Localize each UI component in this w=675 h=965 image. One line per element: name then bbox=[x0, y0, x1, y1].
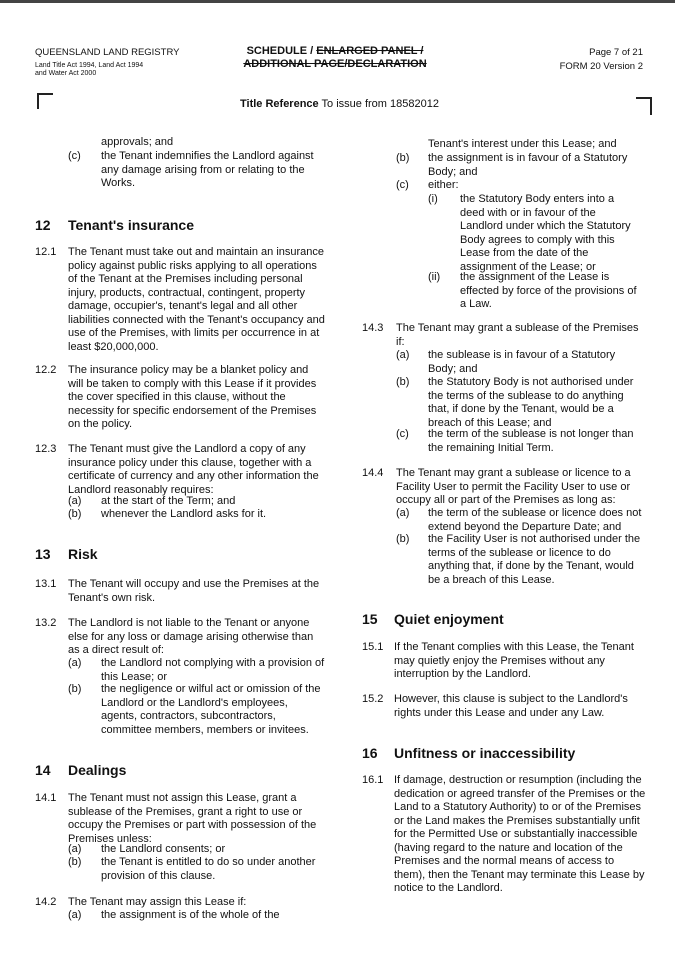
section-13-title: Risk bbox=[68, 546, 98, 562]
left-fragment: approvals; and bbox=[101, 136, 174, 148]
acts-line-2: and Water Act 2000 bbox=[35, 70, 97, 77]
corner-mark-right bbox=[636, 97, 652, 115]
clause-14-1-b-label: (b) bbox=[68, 856, 82, 868]
clause-13-2-a-label: (a) bbox=[68, 657, 82, 669]
right-ii-label: (ii) bbox=[428, 271, 441, 283]
clause-12-1-text: The Tenant must take out and maintain an insurance policy against public risks applying to all operations of the Tenant at the Premises including personal injury, products, contractual, contingent, property damage, occupier's, tenant's legal and all other liabilities connected with the Tenant's occupancy and use of the Premises, with limits per occurrence in at least $20,000,000. bbox=[68, 246, 325, 353]
clause-14-2-text: The Tenant may assign this Lease if: bbox=[68, 896, 247, 908]
clause-14-4-b: the Facility User is not authorised under the terms of the sublease or licence to do anything that, if done by the Tenant, would be a breach of this Lease. bbox=[428, 533, 641, 586]
clause-14-1-a-label: (a) bbox=[68, 843, 82, 855]
clause-12-3-b-label: (b) bbox=[68, 508, 82, 520]
section-15-number: 15 bbox=[362, 611, 378, 627]
top-border-line bbox=[0, 0, 675, 3]
section-16-title: Unfitness or inaccessibility bbox=[394, 745, 576, 761]
section-12-number: 12 bbox=[35, 217, 51, 233]
section-16-number: 16 bbox=[362, 745, 378, 761]
title-ref-value: To issue from 18582012 bbox=[321, 98, 439, 110]
page-number: Page 7 of 21 bbox=[589, 47, 643, 58]
clause-12-3-a-label: (a) bbox=[68, 495, 82, 507]
clause-14-2-a: the assignment is of the whole of the bbox=[101, 909, 280, 921]
clause-14-2-a-label: (a) bbox=[68, 909, 82, 921]
right-i-text: the Statutory Body enters into a deed with or in favour of the Landlord under which the Statutory Body agrees to comply with this Lease from the date of the assignment of the Lease; or bbox=[460, 193, 631, 273]
clause-13-2-b: the negligence or wilful act or omission of the Landlord or the Landlord's employees, agents, contractors, subcontractors, committee members, members or invitees. bbox=[101, 683, 321, 736]
clause-15-1-number: 15.1 bbox=[362, 641, 384, 653]
clause-15-1-text: If the Tenant complies with this Lease, the Tenant may quietly enjoy the Premises without any interruption by the Landlord. bbox=[394, 641, 634, 680]
section-14-number: 14 bbox=[35, 762, 51, 778]
clause-14-3-b-label: (b) bbox=[396, 376, 410, 388]
clause-14-3-b: the Statutory Body is not authorised under the terms of the sublease to do anything that, if done by the Tenant, would be a breach of this Lease; and bbox=[428, 376, 634, 429]
schedule-line-2: ADDITIONAL PAGE/DECLARATION bbox=[243, 58, 427, 70]
clause-14-1-text: The Tenant must not assign this Lease, grant a sublease of the Premises, grant a right to use or occupy the Premises or part with possession of the Premises unless: bbox=[68, 792, 317, 845]
clause-14-4-text: The Tenant may grant a sublease or licence to a Facility User to permit the Facility User to use or occupy all or part of the Premises as long as: bbox=[396, 467, 631, 506]
clause-12-1-number: 12.1 bbox=[35, 246, 57, 258]
section-12-title: Tenant's insurance bbox=[68, 217, 194, 233]
clause-14-2-number: 14.2 bbox=[35, 896, 57, 908]
schedule-struck: ENLARGED PANEL / bbox=[316, 45, 424, 57]
schedule-prefix: SCHEDULE / bbox=[246, 45, 317, 57]
section-14-title: Dealings bbox=[68, 762, 127, 778]
right-ii-text: the assignment of the Lease is effected by force of the provisions of a Law. bbox=[460, 271, 637, 310]
clause-12-2-number: 12.2 bbox=[35, 364, 57, 376]
title-ref-label: Title Reference bbox=[240, 98, 319, 110]
clause-16-1-number: 16.1 bbox=[362, 774, 384, 786]
left-c-label: (c) bbox=[68, 150, 81, 162]
clause-14-1-b: the Tenant is entitled to do so under another provision of this clause. bbox=[101, 856, 316, 882]
clause-12-3-text: The Tenant must give the Landlord a copy of any insurance policy under this clause, together with a certificate of currency and any other information the Landlord reasonably requires: bbox=[68, 443, 319, 496]
clause-14-3-number: 14.3 bbox=[362, 322, 384, 334]
clause-14-3-c-label: (c) bbox=[396, 428, 409, 440]
clause-13-1-text: The Tenant will occupy and use the Premises at the Tenant's own risk. bbox=[68, 578, 320, 604]
clause-14-1-a: the Landlord consents; or bbox=[101, 843, 226, 855]
clause-13-2-number: 13.2 bbox=[35, 617, 57, 629]
acts-line-1: Land Title Act 1994, Land Act 1994 bbox=[35, 62, 144, 69]
right-b-text: the assignment is in favour of a Statutory Body; and bbox=[428, 152, 628, 178]
title-reference bbox=[240, 98, 439, 110]
right-c-text: either: bbox=[428, 179, 459, 191]
clause-15-2-number: 15.2 bbox=[362, 693, 384, 705]
clause-15-2-text: However, this clause is subject to the Landlord's rights under this Lease and under any Law. bbox=[394, 693, 628, 719]
clause-14-3-text: The Tenant may grant a sublease of the Premises if: bbox=[396, 322, 639, 348]
clause-12-2-text: The insurance policy may be a blanket policy and will be taken to comply with this Lease if it provides the cover specified in this clause, without the necessity for specific endorsement of the Premises on the policy. bbox=[68, 364, 317, 430]
clause-13-2-b-label: (b) bbox=[68, 683, 82, 695]
clause-14-3-a: the sublease is in favour of a Statutory Body; and bbox=[428, 349, 616, 375]
clause-14-4-a-label: (a) bbox=[396, 507, 410, 519]
corner-mark-left bbox=[37, 93, 53, 109]
clause-13-2-a: the Landlord not complying with a provision of this Lease; or bbox=[101, 657, 325, 683]
right-i-label: (i) bbox=[428, 193, 438, 205]
left-c-text: the Tenant indemnifies the Landlord against any damage arising from or relating to the Works. bbox=[101, 150, 314, 189]
clause-14-4-number: 14.4 bbox=[362, 467, 384, 479]
clause-14-3-a-label: (a) bbox=[396, 349, 410, 361]
clause-12-3-a: at the start of the Term; and bbox=[101, 495, 236, 507]
clause-14-4-b-label: (b) bbox=[396, 533, 410, 545]
form-version: FORM 20 Version 2 bbox=[559, 61, 643, 72]
schedule-heading bbox=[220, 45, 450, 71]
clause-16-1-text: If damage, destruction or resumption (including the dedication or agreed transfer of the Premises or the Land to a Statutory Authority) to or of the Premises or the Land makes the Premises substantially unfit for the Permitted Use or substantially inaccessible (having regard to the nature and location of the Premises and the normal means of access to them), then the Tenant may terminate this Lease by notice to the Landlord. bbox=[394, 774, 646, 894]
clause-12-3-number: 12.3 bbox=[35, 443, 57, 455]
clause-13-2-text: The Landlord is not liable to the Tenant or anyone else for any loss or damage arising otherwise than as a direct result of: bbox=[68, 617, 314, 656]
clause-13-1-number: 13.1 bbox=[35, 578, 57, 590]
clause-14-3-c: the term of the sublease is not longer than the remaining Initial Term. bbox=[428, 428, 634, 454]
section-13-number: 13 bbox=[35, 546, 51, 562]
section-15-title: Quiet enjoyment bbox=[394, 611, 504, 627]
right-fragment: Tenant's interest under this Lease; and bbox=[428, 138, 617, 150]
registry-name: QUEENSLAND LAND REGISTRY bbox=[35, 47, 180, 58]
right-c-label: (c) bbox=[396, 179, 409, 191]
clause-12-3-b: whenever the Landlord asks for it. bbox=[101, 508, 267, 520]
right-b-label: (b) bbox=[396, 152, 410, 164]
clause-14-4-a: the term of the sublease or licence does not extend beyond the Departure Date; and bbox=[428, 507, 642, 533]
clause-14-1-number: 14.1 bbox=[35, 792, 57, 804]
